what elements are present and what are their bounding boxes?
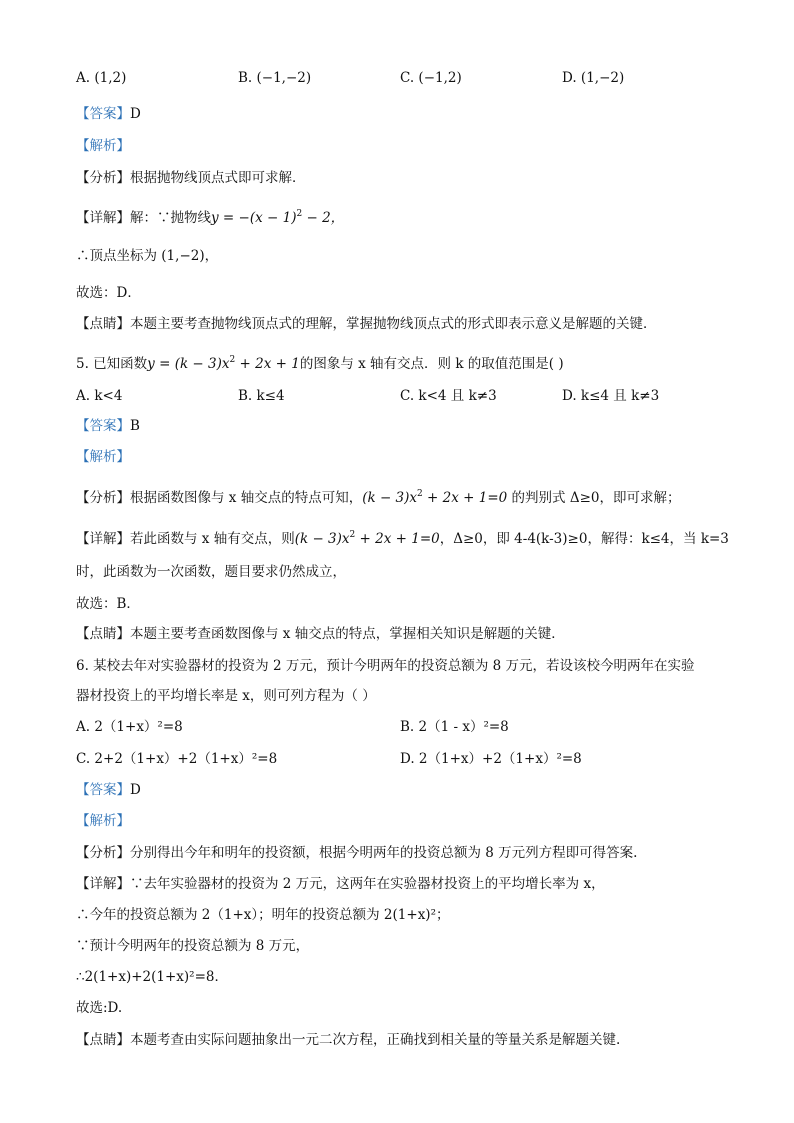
- comment-tag: 【点睛】: [76, 316, 130, 332]
- q6-answer-tag: 【答案】: [76, 782, 130, 798]
- q6-comment-line: [76, 1030, 734, 1050]
- q5-comment-text: 本题主要考查函数图像与 x 轴交点的特点，掌握相关知识是解题的关键．: [130, 626, 565, 642]
- q5-detail-formula-tail: + 2x + 1=0: [355, 531, 440, 547]
- q5-choose-line: 故选：B．: [76, 596, 140, 612]
- q6-analysis-heading: [76, 811, 734, 831]
- q5-stem-d: 的图象与 x 轴有交点．则 k 的取值范围是( ): [299, 356, 564, 372]
- q5-answer-value: B: [130, 418, 140, 434]
- q5-fenxi-tag: 【分析】: [76, 490, 130, 506]
- q6-detail-text: ∵去年实验器材的投资为 2 万元，这两年在实验器材投资上的平均增长率为 x，: [130, 876, 605, 892]
- q5-detail-line: [76, 525, 734, 549]
- q5-detail-a: 若此函数与 x 轴有交点，则: [130, 531, 295, 547]
- q5-answer-tag: 【答案】: [76, 418, 130, 434]
- q6-comment-tag: 【点睛】: [76, 1032, 130, 1048]
- q5-fenxi-line: [76, 484, 734, 508]
- q5-option-b: B. k≤4: [238, 388, 285, 404]
- q5-analysis-tag: 【解析】: [76, 449, 130, 465]
- q5-stem-a: 5. 已知函数: [76, 356, 148, 372]
- q6-detail-line-4: ∴2(1+x)+2(1+x)²=8．: [76, 969, 228, 985]
- q6-option-b: B. 2（1 - x）²=8: [400, 719, 509, 735]
- answer-tag: 【答案】: [76, 106, 130, 122]
- q5-option-c: C. k<4 且 k≠3: [400, 388, 497, 404]
- q6-analysis-tag: 【解析】: [76, 813, 130, 829]
- q6-fenxi-tag: 【分析】: [76, 845, 130, 861]
- q5-detail-sup: 2: [349, 530, 356, 540]
- fenxi-text: 根据抛物线顶点式即可求解．: [130, 170, 306, 186]
- q6-fenxi-text: 分别得出今年和明年的投资额，根据今明两年的投资总额为 8 万元列方程即可得答案.: [130, 845, 638, 861]
- q5-fenxi-sup: 2: [417, 489, 423, 499]
- vertex-line: ∴顶点坐标为 (1,−2)，: [76, 248, 219, 264]
- option-d: D. (1,−2): [562, 70, 625, 86]
- q6-detail-tag: 【详解】: [76, 876, 130, 892]
- fenxi-tag: 【分析】: [76, 170, 130, 186]
- formula-sup: 2: [296, 209, 303, 219]
- detail-line: [76, 204, 734, 228]
- option-a: A. (1,2): [76, 70, 127, 86]
- q5-fenxi-formula: (k − 3)x: [362, 490, 418, 506]
- q5-option-d: D. k≤4 且 k≠3: [562, 388, 660, 404]
- analysis-heading: [76, 136, 734, 156]
- q5-comment-line: [76, 624, 734, 644]
- q5-formula-sup: 2: [229, 355, 236, 365]
- q5-comment-tag: 【点睛】: [76, 626, 130, 642]
- q6-fenxi-line: [76, 843, 734, 863]
- q6-option-d: D. 2（1+x）+2（1+x）²=8: [400, 751, 582, 767]
- q6-choose-line: 故选:D.: [76, 1000, 123, 1016]
- q5-formula: y = (k − 3)x: [147, 356, 230, 372]
- answer-line: [76, 104, 734, 124]
- q5-formula-tail: + 2x + 1: [235, 356, 300, 372]
- fenxi-line: [76, 168, 734, 188]
- detail-text: 解：∵抛物线: [130, 210, 211, 226]
- comment-line: [76, 314, 734, 334]
- q5-option-a: A. k<4: [76, 388, 123, 404]
- q5-analysis-heading: [76, 447, 734, 467]
- q6-detail-line-3: ∵预计今明两年的投资总额为 8 万元，: [76, 938, 310, 954]
- q6-stem-1: 6. 某校去年对实验器材的投资为 2 万元，预计今明两年的投资总额为 8 万元，若设该校今明两年在实验: [76, 658, 695, 674]
- formula: y = −(x − 1): [211, 210, 297, 226]
- q6-stem-2: 器材投资上的平均增长率是 x，则可列方程为（ ）: [76, 688, 376, 704]
- analysis-tag: 【解析】: [76, 138, 130, 154]
- option-b: B. (−1,−2): [238, 70, 312, 86]
- q5-stem: [76, 350, 734, 374]
- choose-line: 故选：D．: [76, 285, 141, 301]
- q5-fenxi-a: 根据函数图像与 x 轴交点的特点可知，: [130, 490, 363, 506]
- q5-detail-tag: 【详解】: [76, 531, 130, 547]
- q6-comment-text: 本题考查由实际问题抽象出一元二次方程，正确找到相关量的等量关系是解题关键.: [130, 1032, 621, 1048]
- q6-answer-value: D: [130, 782, 141, 798]
- q5-detail-formula: (k − 3)x: [294, 531, 350, 547]
- q6-option-c: C. 2+2（1+x）+2（1+x）²=8: [76, 751, 278, 767]
- detail-tag: 【详解】: [76, 210, 130, 226]
- q6-answer-line: [76, 780, 734, 800]
- comment-text: 本题主要考查抛物线顶点式的理解，掌握抛物线顶点式的形式即表示意义是解题的关键．: [130, 316, 657, 332]
- q5-fenxi-d: 的判别式 Δ≥0，即可求解；: [507, 490, 681, 506]
- q5-detail-line-2: 时，此函数为一次函数，题目要求仍然成立，: [76, 564, 346, 580]
- q5-fenxi-formula-tail: + 2x + 1=0: [422, 490, 508, 506]
- q6-option-a: A. 2（1+x）²=8: [76, 719, 183, 735]
- q6-detail-line-2: ∴今年的投资总额为 2（1+x）；明年的投资总额为 2(1+x)²；: [76, 907, 450, 923]
- q5-detail-d: ，Δ≥0，即 4-4(k-3)≥0，解得：k≤4，当 k=3: [439, 531, 729, 547]
- answer-value: D: [130, 106, 141, 122]
- option-c: C. (−1,2): [400, 70, 462, 86]
- q6-detail-line: [76, 874, 734, 894]
- q5-answer-line: [76, 416, 734, 436]
- formula-tail: − 2，: [302, 210, 345, 226]
